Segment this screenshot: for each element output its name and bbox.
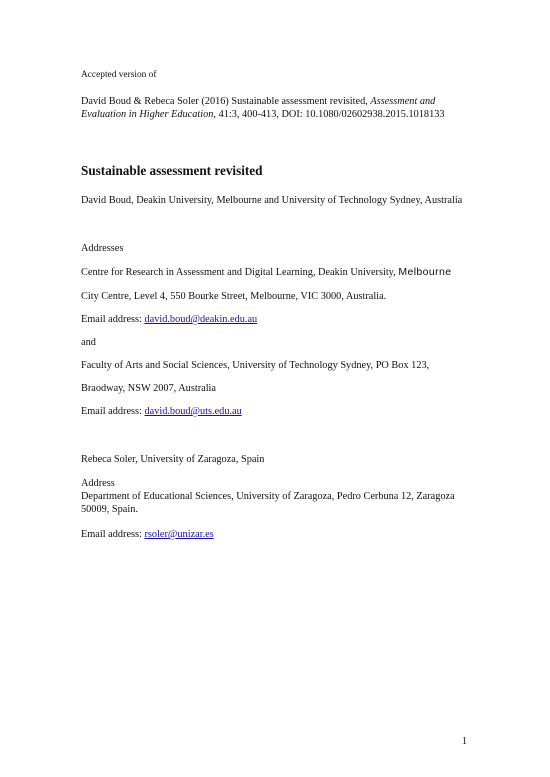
citation-line-2 (81, 108, 445, 121)
address1-line1 (81, 266, 452, 279)
author2-address-line1: Department of Educational Sciences, University of Zaragoza, Pedro Cerbuna 12, Zaragoza (81, 491, 455, 502)
accepted-version-note: Accepted version of (81, 70, 157, 80)
email3-row (81, 528, 214, 541)
email3-label: Email address: (81, 529, 145, 540)
journal-title-part2: Evaluation in Higher Education (81, 109, 214, 120)
author2-affiliation: Rebeca Soler, University of Zaragoza, Spain (81, 454, 265, 465)
citation-line-1 (81, 95, 435, 108)
citation-text: David Boud & Rebeca Soler (2016) Sustainable assessment revisited, (81, 96, 371, 107)
addresses-heading: Addresses (81, 243, 124, 254)
article-title: Sustainable assessment revisited (81, 163, 263, 178)
author2-address-line2: 50009, Spain. (81, 504, 138, 515)
address1-city: Melbourne (398, 266, 452, 278)
citation-doi: , 41:3, 400-413, DOI: 10.1080/02602938.2015.1018133 (213, 109, 445, 120)
email1-link[interactable]: david.boud@deakin.edu.au (144, 314, 258, 325)
email1-row (81, 313, 257, 326)
address-heading: Address (81, 478, 115, 489)
email3-link[interactable]: rsoler@unizar.es (144, 529, 214, 540)
address1-text: Centre for Research in Assessment and Digital Learning, Deakin University, (81, 267, 399, 278)
address2-line2: Braodway, NSW 2007, Australia (81, 383, 216, 394)
email2-row (81, 405, 242, 418)
address1-line2: City Centre, Level 4, 550 Bourke Street, Melbourne, VIC 3000, Australia. (81, 291, 387, 302)
journal-title-part1: Assessment and (370, 96, 436, 107)
email1-label: Email address: (81, 314, 145, 325)
address2-line1: Faculty of Arts and Social Sciences, University of Technology Sydney, PO Box 123, (81, 360, 430, 371)
page-number: 1 (462, 736, 467, 747)
email2-link[interactable]: david.boud@uts.edu.au (144, 406, 242, 417)
email2-label: Email address: (81, 406, 145, 417)
and-text: and (81, 337, 96, 348)
author1-affiliation: David Boud, Deakin University, Melbourne and University of Technology Sydney, Australia (81, 195, 463, 206)
